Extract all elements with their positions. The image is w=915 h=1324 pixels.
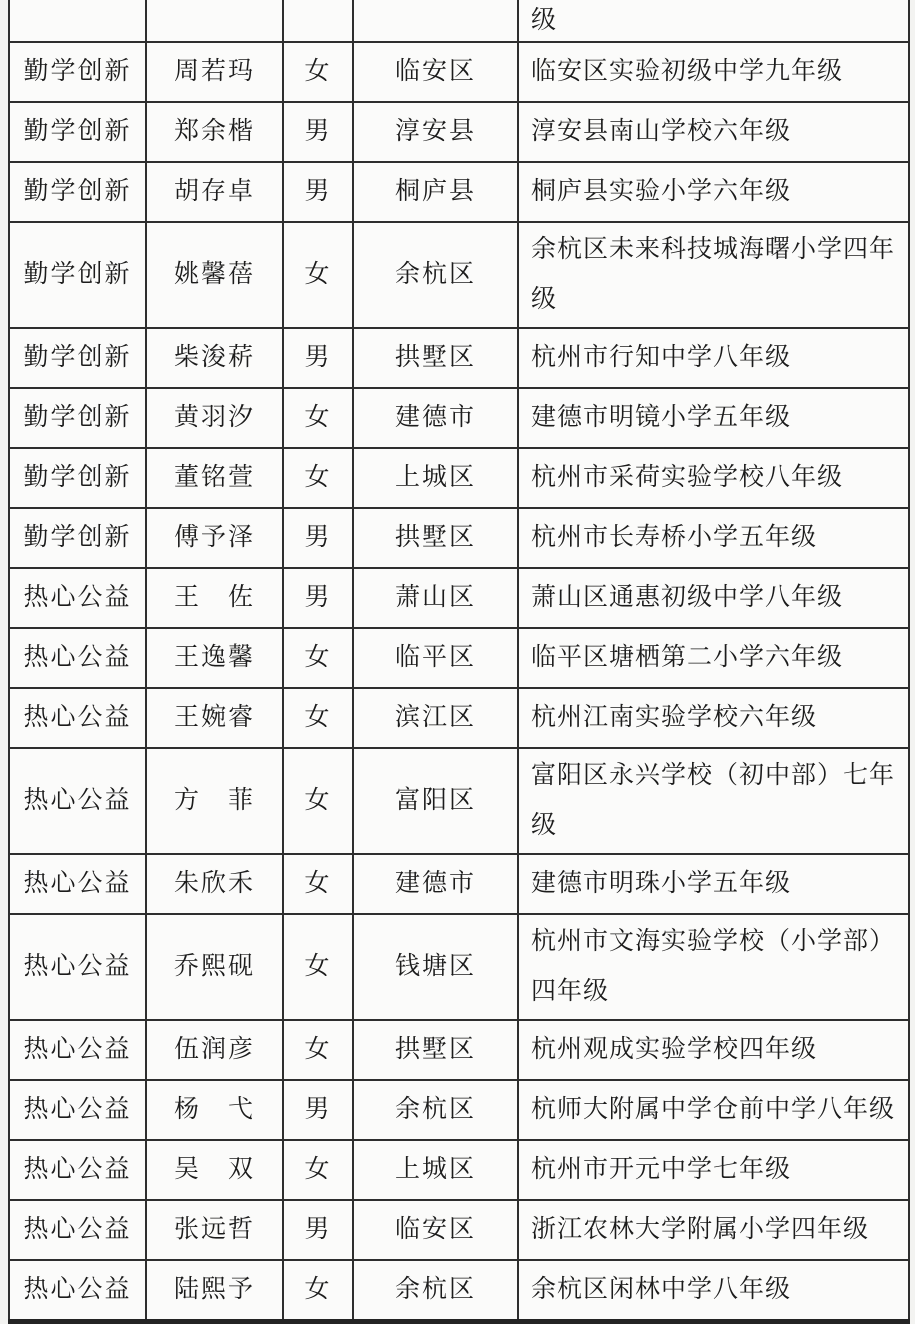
cell-district: 建德市 — [353, 854, 518, 914]
cell-school: 建德市明珠小学五年级 — [518, 854, 909, 914]
cell-district: 滨江区 — [353, 688, 518, 748]
cell-name: 陆熙予 — [146, 1260, 283, 1322]
cell-category: 勤学创新 — [9, 162, 146, 222]
cell-gender: 女 — [283, 1140, 353, 1200]
table-row — [9, 222, 909, 328]
cell-category: 热心公益 — [9, 1260, 146, 1322]
cell-name: 董铭萱 — [146, 448, 283, 508]
student-honor-table — [8, 0, 910, 1324]
cell-category: 热心公益 — [9, 568, 146, 628]
cell-category: 热心公益 — [9, 914, 146, 1020]
cell-name: 张远哲 — [146, 1200, 283, 1260]
cell-category: 热心公益 — [9, 628, 146, 688]
partial-row — [9, 0, 909, 42]
cell-category: 勤学创新 — [9, 42, 146, 102]
cell-district: 上城区 — [353, 448, 518, 508]
table-row — [9, 748, 909, 854]
table-row — [9, 1260, 909, 1322]
cell-school: 余杭区闲林中学八年级 — [518, 1260, 909, 1322]
cell-name: 朱欣禾 — [146, 854, 283, 914]
cell-name: 柴浚菥 — [146, 328, 283, 388]
cell-gender: 女 — [283, 222, 353, 328]
cell-gender: 男 — [283, 102, 353, 162]
cell-district: 拱墅区 — [353, 508, 518, 568]
cell-category — [9, 0, 146, 42]
table-row — [9, 102, 909, 162]
cell-name: 黄羽汐 — [146, 388, 283, 448]
cell-district: 余杭区 — [353, 1260, 518, 1322]
cell-name: 姚馨蓓 — [146, 222, 283, 328]
cell-name: 杨 弋 — [146, 1080, 283, 1140]
table-row — [9, 448, 909, 508]
cell-gender: 男 — [283, 568, 353, 628]
cell-name: 伍润彦 — [146, 1020, 283, 1080]
cell-gender: 女 — [283, 854, 353, 914]
cell-school: 淳安县南山学校六年级 — [518, 102, 909, 162]
cell-district: 余杭区 — [353, 222, 518, 328]
cell-district: 临平区 — [353, 628, 518, 688]
cell-gender: 男 — [283, 1200, 353, 1260]
cell-district: 钱塘区 — [353, 914, 518, 1020]
table-row — [9, 854, 909, 914]
cell-school-tail: 级 — [518, 0, 909, 42]
cell-category: 勤学创新 — [9, 222, 146, 328]
cell-category: 热心公益 — [9, 1140, 146, 1200]
cell-school: 桐庐县实验小学六年级 — [518, 162, 909, 222]
cell-gender: 女 — [283, 42, 353, 102]
cell-name: 王 佐 — [146, 568, 283, 628]
cell-category: 热心公益 — [9, 854, 146, 914]
cell-category: 热心公益 — [9, 688, 146, 748]
cell-district: 桐庐县 — [353, 162, 518, 222]
cell-category: 热心公益 — [9, 1200, 146, 1260]
cell-category: 勤学创新 — [9, 388, 146, 448]
cell-name: 周若玛 — [146, 42, 283, 102]
cell-name: 方 菲 — [146, 748, 283, 854]
cell-name: 王逸馨 — [146, 628, 283, 688]
cell-school: 富阳区永兴学校（初中部）七年级 — [518, 748, 909, 854]
cell-category: 勤学创新 — [9, 328, 146, 388]
table-row — [9, 328, 909, 388]
cell-name: 郑余楷 — [146, 102, 283, 162]
cell-gender: 女 — [283, 448, 353, 508]
table-row — [9, 1140, 909, 1200]
cell-district: 萧山区 — [353, 568, 518, 628]
cell-category: 勤学创新 — [9, 448, 146, 508]
cell-name — [146, 0, 283, 42]
cell-district: 拱墅区 — [353, 1020, 518, 1080]
table-row — [9, 688, 909, 748]
cell-name: 傅予泽 — [146, 508, 283, 568]
cell-gender: 女 — [283, 914, 353, 1020]
cell-gender: 女 — [283, 628, 353, 688]
cell-category: 勤学创新 — [9, 508, 146, 568]
cell-school: 杭州市长寿桥小学五年级 — [518, 508, 909, 568]
table-row — [9, 1080, 909, 1140]
cell-district: 拱墅区 — [353, 328, 518, 388]
cell-district: 临安区 — [353, 42, 518, 102]
table-row — [9, 508, 909, 568]
cell-gender: 女 — [283, 748, 353, 854]
cell-gender — [283, 0, 353, 42]
table-body — [9, 0, 909, 1322]
cell-name: 吴 双 — [146, 1140, 283, 1200]
cell-category: 热心公益 — [9, 748, 146, 854]
cell-school: 萧山区通惠初级中学八年级 — [518, 568, 909, 628]
cell-category: 勤学创新 — [9, 102, 146, 162]
cell-name: 王婉睿 — [146, 688, 283, 748]
cell-district: 淳安县 — [353, 102, 518, 162]
cell-school: 杭州江南实验学校六年级 — [518, 688, 909, 748]
cell-school: 杭州市文海实验学校（小学部）四年级 — [518, 914, 909, 1020]
table-row — [9, 568, 909, 628]
cell-name: 胡存卓 — [146, 162, 283, 222]
cell-gender: 女 — [283, 688, 353, 748]
table-row — [9, 42, 909, 102]
cell-district — [353, 0, 518, 42]
cell-gender: 女 — [283, 1260, 353, 1322]
cell-district: 上城区 — [353, 1140, 518, 1200]
cell-district: 建德市 — [353, 388, 518, 448]
cell-gender: 男 — [283, 162, 353, 222]
cell-school: 建德市明镜小学五年级 — [518, 388, 909, 448]
cell-school: 杭州市采荷实验学校八年级 — [518, 448, 909, 508]
cell-district: 余杭区 — [353, 1080, 518, 1140]
cell-district: 临安区 — [353, 1200, 518, 1260]
table-row — [9, 162, 909, 222]
table-row — [9, 914, 909, 1020]
cell-gender: 女 — [283, 1020, 353, 1080]
cell-category: 热心公益 — [9, 1080, 146, 1140]
cell-district: 富阳区 — [353, 748, 518, 854]
table-row — [9, 628, 909, 688]
cell-category: 热心公益 — [9, 1020, 146, 1080]
table-row — [9, 388, 909, 448]
cell-school: 杭州市行知中学八年级 — [518, 328, 909, 388]
cell-gender: 男 — [283, 328, 353, 388]
cell-school: 临平区塘栖第二小学六年级 — [518, 628, 909, 688]
cell-gender: 男 — [283, 1080, 353, 1140]
cell-name: 乔熙砚 — [146, 914, 283, 1020]
cell-school: 临安区实验初级中学九年级 — [518, 42, 909, 102]
cell-school: 浙江农林大学附属小学四年级 — [518, 1200, 909, 1260]
table-row — [9, 1020, 909, 1080]
cell-gender: 女 — [283, 388, 353, 448]
cell-school: 杭师大附属中学仓前中学八年级 — [518, 1080, 909, 1140]
table-row — [9, 1200, 909, 1260]
cell-school: 杭州市开元中学七年级 — [518, 1140, 909, 1200]
cell-gender: 男 — [283, 508, 353, 568]
cell-school: 杭州观成实验学校四年级 — [518, 1020, 909, 1080]
cell-school: 余杭区未来科技城海曙小学四年级 — [518, 222, 909, 328]
